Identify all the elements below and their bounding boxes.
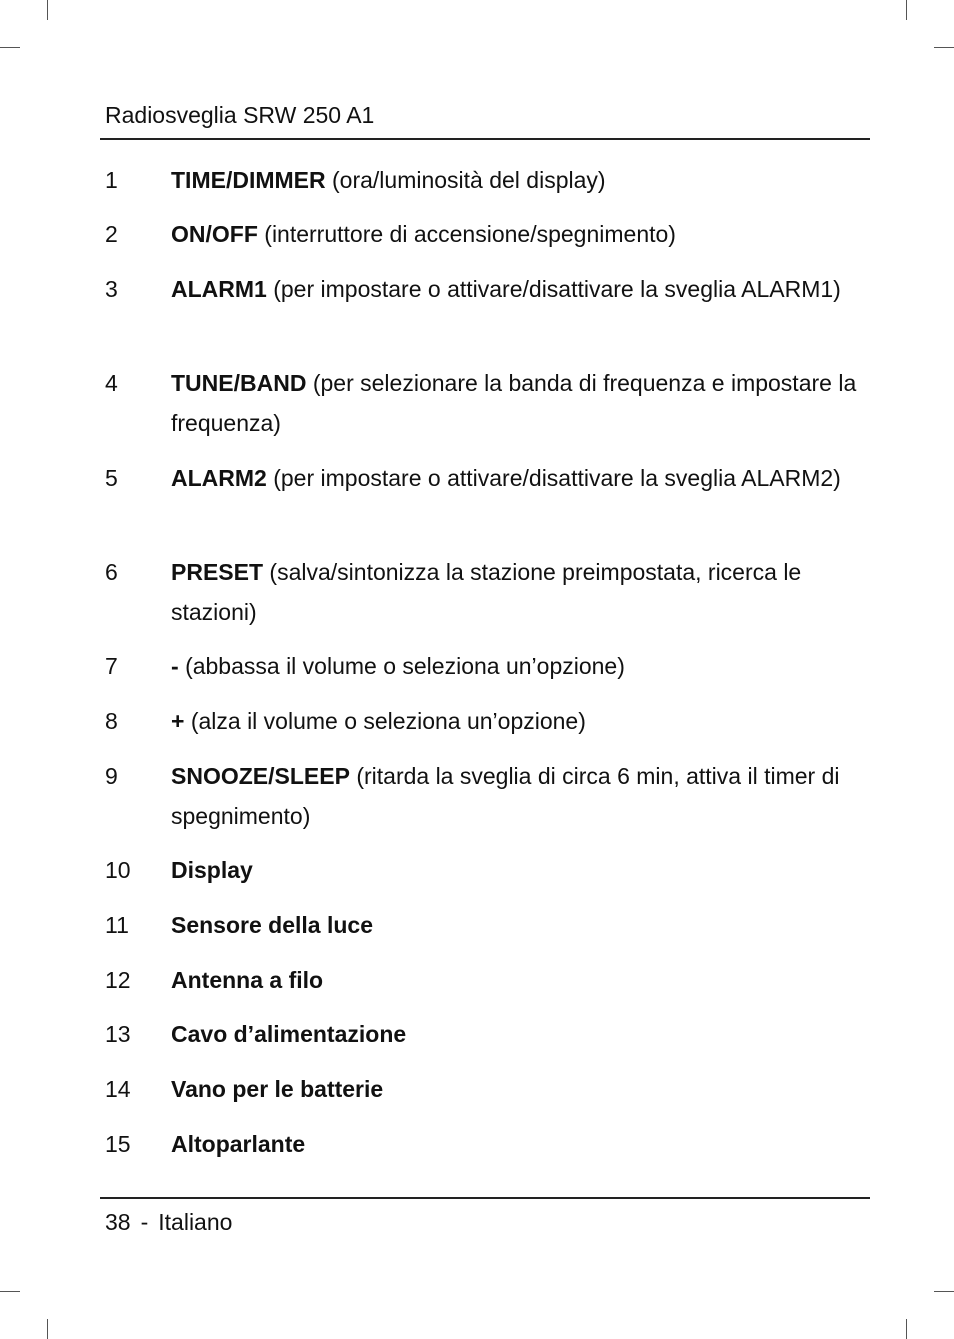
- item-label: +: [171, 708, 185, 734]
- crop-mark: [906, 1319, 907, 1339]
- item-label: TIME/DIMMER: [171, 167, 326, 193]
- item-description: (per selezionare la banda di frequenza e impostare la frequenza): [171, 370, 857, 436]
- crop-mark: [906, 0, 907, 20]
- crop-mark: [0, 1291, 20, 1292]
- item-number: 3: [105, 276, 118, 302]
- item-description: (ritarda la sveglia di circa 6 min, attiva il timer di spegnimento): [171, 763, 840, 829]
- footer-separator: -: [140, 1209, 149, 1235]
- page-footer: [105, 1208, 232, 1236]
- item-number: 11: [105, 912, 129, 938]
- item-number: 2: [105, 221, 118, 247]
- item-number: 14: [105, 1076, 131, 1102]
- item-label: -: [171, 653, 179, 679]
- crop-mark: [47, 0, 48, 20]
- item-number: 7: [105, 653, 118, 679]
- crop-mark: [0, 47, 20, 48]
- item-text: [171, 1014, 861, 1054]
- item-label: TUNE/BAND: [171, 370, 307, 396]
- item-number: 10: [105, 857, 131, 883]
- item-text: [171, 269, 861, 309]
- item-text: [171, 756, 861, 836]
- item-label: ALARM2: [171, 465, 267, 491]
- item-description: (abbassa il volume o seleziona un’opzione): [185, 653, 625, 679]
- item-number: 6: [105, 559, 118, 585]
- item-number: 8: [105, 708, 118, 734]
- item-text: [171, 701, 861, 741]
- item-text: [171, 458, 861, 498]
- item-text: [171, 552, 861, 632]
- item-text: [171, 960, 861, 1000]
- item-label: Vano per le batterie: [171, 1076, 384, 1102]
- item-number: 5: [105, 465, 118, 491]
- item-label: Cavo d’alimentazione: [171, 1021, 407, 1047]
- item-description: (interruttore di accensione/spegnimento): [264, 221, 676, 247]
- item-number: 9: [105, 763, 118, 789]
- item-text: [171, 1069, 861, 1109]
- item-description: (ora/luminosità del display): [332, 167, 606, 193]
- item-label: PRESET: [171, 559, 264, 585]
- item-text: [171, 160, 861, 200]
- item-label: Altoparlante: [171, 1131, 306, 1157]
- item-text: [171, 214, 861, 254]
- item-text: [171, 646, 861, 686]
- item-label: SNOOZE/SLEEP: [171, 763, 350, 789]
- item-text: [171, 850, 861, 890]
- item-label: Display: [171, 857, 253, 883]
- item-label: ON/OFF: [171, 221, 258, 247]
- footer-rule: [100, 1197, 870, 1199]
- page-number: 38: [105, 1209, 131, 1235]
- item-number: 15: [105, 1131, 131, 1157]
- item-number: 4: [105, 370, 118, 396]
- crop-mark: [934, 47, 954, 48]
- footer-language: Italiano: [158, 1209, 233, 1235]
- item-number: 1: [105, 167, 118, 193]
- item-description: (per impostare o attivare/disattivare la sveglia ALARM2): [273, 465, 841, 491]
- item-text: [171, 363, 861, 443]
- item-number: 12: [105, 967, 131, 993]
- item-label: Sensore della luce: [171, 912, 373, 938]
- crop-mark: [934, 1291, 954, 1292]
- crop-mark: [47, 1319, 48, 1339]
- item-description: (salva/sintonizza la stazione preimpostata, ricerca le stazioni): [171, 559, 802, 625]
- item-text: [171, 905, 861, 945]
- item-text: [171, 1124, 861, 1164]
- header-rule: [100, 138, 870, 140]
- item-label: ALARM1: [171, 276, 267, 302]
- page-header-title: Radiosveglia SRW 250 A1: [105, 102, 375, 128]
- item-description: (alza il volume o seleziona un’opzione): [190, 708, 586, 734]
- item-label: Antenna a filo: [171, 967, 324, 993]
- item-number: 13: [105, 1021, 131, 1047]
- item-description: (per impostare o attivare/disattivare la sveglia ALARM1): [273, 276, 841, 302]
